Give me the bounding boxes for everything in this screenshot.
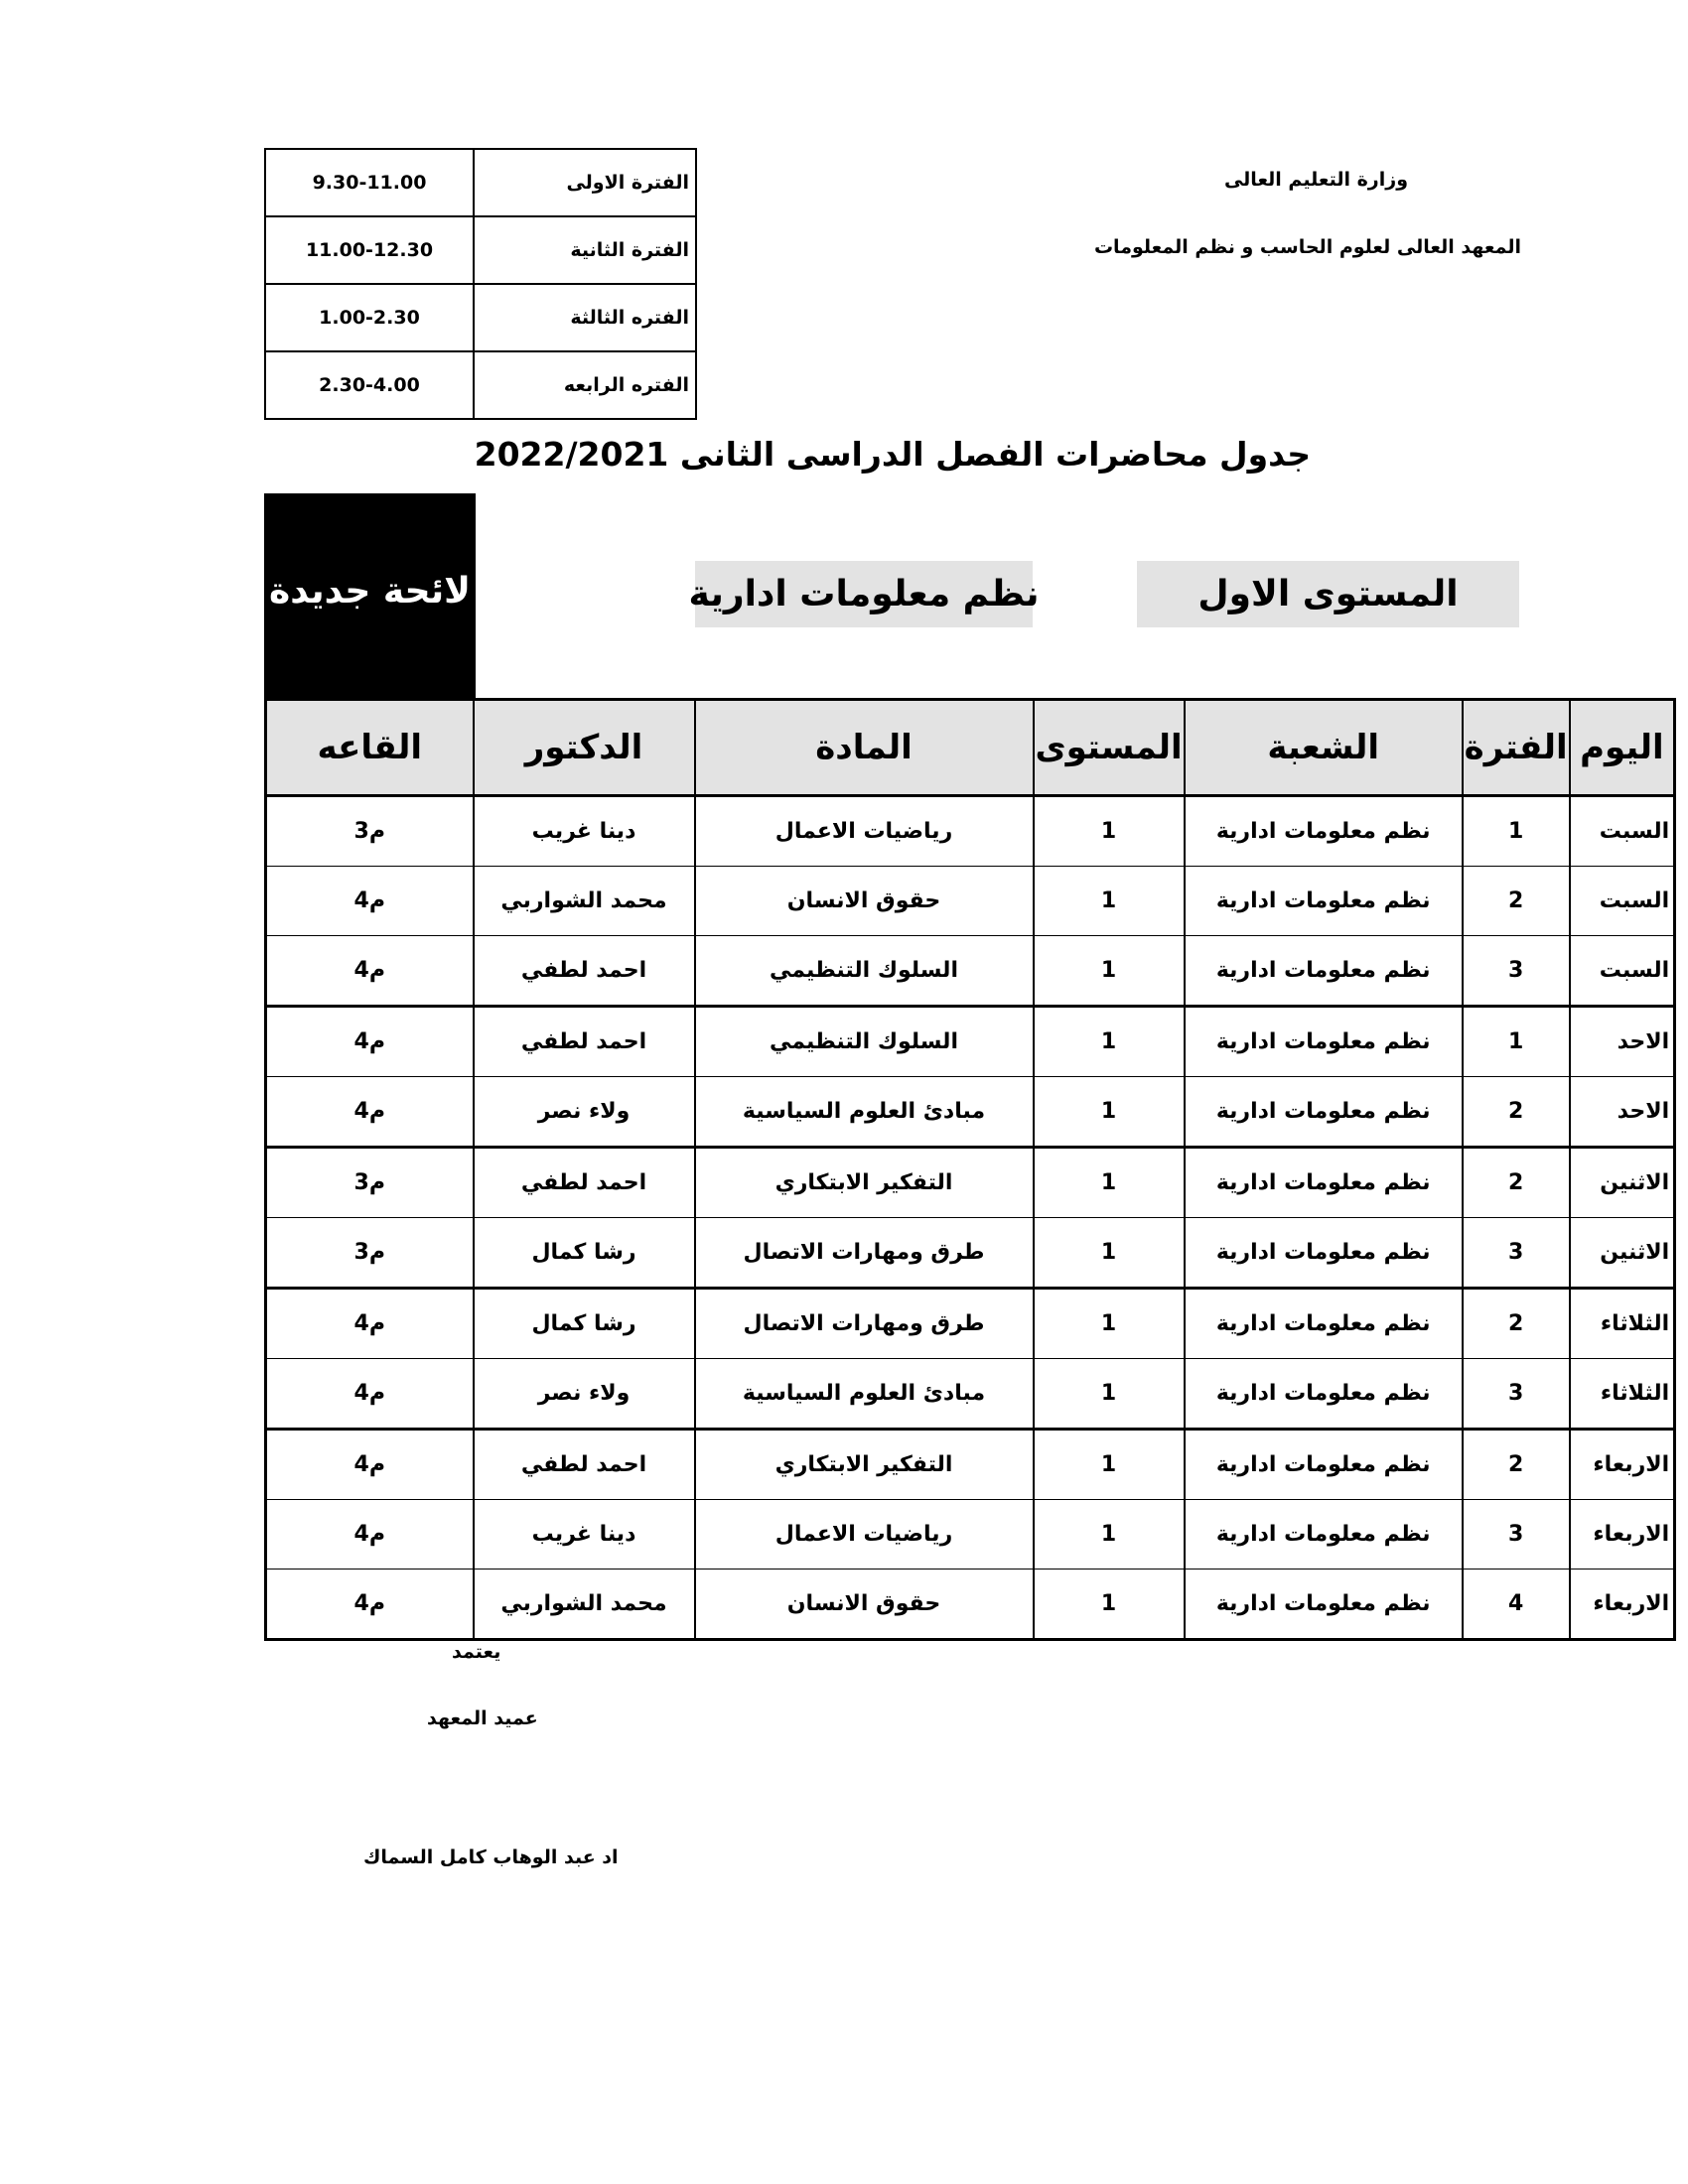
cell-day: الاربعاء <box>1570 1570 1675 1640</box>
period-name: الفتره الرابعه <box>474 351 696 419</box>
cell-section: نظم معلومات ادارية <box>1185 1359 1463 1430</box>
cell-period: 3 <box>1463 936 1570 1007</box>
cell-hall: م4 <box>266 1077 474 1148</box>
cell-doctor: محمد الشواربي <box>474 1570 695 1640</box>
cell-period: 1 <box>1463 796 1570 867</box>
cell-day: الاثنين <box>1570 1218 1675 1289</box>
header-level: المستوى <box>1034 700 1185 796</box>
cell-subject: السلوك التنظيمي <box>695 936 1034 1007</box>
table-row <box>266 1218 1675 1289</box>
cell-doctor: احمد لطفي <box>474 1430 695 1500</box>
cell-doctor: احمد لطفي <box>474 1148 695 1218</box>
cell-subject: التفكير الابتكاري <box>695 1148 1034 1218</box>
regulation-label: لائحة جديدة <box>269 571 471 612</box>
cell-section: نظم معلومات ادارية <box>1185 1007 1463 1077</box>
ministry-name: وزارة التعليم العالى <box>1223 169 1408 191</box>
cell-subject: حقوق الانسان <box>695 867 1034 936</box>
cell-hall: م4 <box>266 1430 474 1500</box>
page-title: جدول محاضرات الفصل الدراسى الثانى 2022/2021 <box>474 435 1311 474</box>
table-row <box>266 1500 1675 1570</box>
cell-day: الثلاثاء <box>1570 1359 1675 1430</box>
cell-level: 1 <box>1034 1077 1185 1148</box>
period-time: 11.00-12.30 <box>265 216 474 284</box>
cell-level: 1 <box>1034 1570 1185 1640</box>
table-row <box>266 1359 1675 1430</box>
table-row <box>266 1570 1675 1640</box>
cell-level: 1 <box>1034 1359 1185 1430</box>
cell-section: نظم معلومات ادارية <box>1185 1077 1463 1148</box>
cell-hall: م4 <box>266 936 474 1007</box>
cell-doctor: ولاء نصر <box>474 1359 695 1430</box>
cell-doctor: ولاء نصر <box>474 1077 695 1148</box>
cell-level: 1 <box>1034 1430 1185 1500</box>
cell-hall: م3 <box>266 1148 474 1218</box>
period-name: الفترة الثانية <box>474 216 696 284</box>
cell-day: الاحد <box>1570 1007 1675 1077</box>
cell-period: 2 <box>1463 1077 1570 1148</box>
cell-day: الاثنين <box>1570 1148 1675 1218</box>
cell-day: الاربعاء <box>1570 1500 1675 1570</box>
cell-subject: التفكير الابتكاري <box>695 1430 1034 1500</box>
cell-day: الاربعاء <box>1570 1430 1675 1500</box>
table-row <box>266 796 1675 867</box>
period-name: الفتره الثالثة <box>474 284 696 351</box>
cell-period: 3 <box>1463 1359 1570 1430</box>
cell-hall: م4 <box>266 1500 474 1570</box>
table-row <box>266 1148 1675 1218</box>
cell-level: 1 <box>1034 1218 1185 1289</box>
schedule-table <box>264 698 1676 1641</box>
cell-doctor: رشا كمال <box>474 1218 695 1289</box>
cell-level: 1 <box>1034 936 1185 1007</box>
header-hall: القاعه <box>266 700 474 796</box>
header-subject: المادة <box>695 700 1034 796</box>
cell-subject: مبادئ العلوم السياسية <box>695 1077 1034 1148</box>
dean-title: عميد المعهد <box>427 1707 538 1729</box>
dean-name: اد عبد الوهاب كامل السماك <box>363 1846 619 1868</box>
cell-level: 1 <box>1034 1007 1185 1077</box>
cell-level: 1 <box>1034 1289 1185 1359</box>
cell-doctor: رشا كمال <box>474 1289 695 1359</box>
cell-doctor: دينا غريب <box>474 1500 695 1570</box>
header-section: الشعبة <box>1185 700 1463 796</box>
cell-hall: م3 <box>266 796 474 867</box>
cell-section: نظم معلومات ادارية <box>1185 1570 1463 1640</box>
cell-subject: رياضيات الاعمال <box>695 796 1034 867</box>
cell-subject: طرق ومهارات الاتصال <box>695 1289 1034 1359</box>
table-row <box>266 1430 1675 1500</box>
cell-section: نظم معلومات ادارية <box>1185 1148 1463 1218</box>
header-period: الفترة <box>1463 700 1570 796</box>
cell-period: 3 <box>1463 1500 1570 1570</box>
period-row <box>265 284 696 351</box>
approval-label: يعتمد <box>452 1641 501 1663</box>
cell-level: 1 <box>1034 1500 1185 1570</box>
cell-period: 2 <box>1463 1289 1570 1359</box>
cell-section: نظم معلومات ادارية <box>1185 1289 1463 1359</box>
cell-level: 1 <box>1034 1148 1185 1218</box>
header-day: اليوم <box>1570 700 1675 796</box>
cell-subject: رياضيات الاعمال <box>695 1500 1034 1570</box>
period-name: الفترة الاولى <box>474 149 696 216</box>
cell-period: 2 <box>1463 1430 1570 1500</box>
cell-level: 1 <box>1034 796 1185 867</box>
level-label: المستوى الاول <box>1137 561 1519 627</box>
cell-subject: طرق ومهارات الاتصال <box>695 1218 1034 1289</box>
cell-hall: م4 <box>266 1007 474 1077</box>
period-time: 1.00-2.30 <box>265 284 474 351</box>
cell-day: السبت <box>1570 796 1675 867</box>
cell-hall: م3 <box>266 1218 474 1289</box>
cell-period: 2 <box>1463 867 1570 936</box>
cell-hall: م4 <box>266 1289 474 1359</box>
cell-hall: م4 <box>266 867 474 936</box>
table-row <box>266 936 1675 1007</box>
cell-doctor: محمد الشواربي <box>474 867 695 936</box>
cell-level: 1 <box>1034 867 1185 936</box>
cell-hall: م4 <box>266 1359 474 1430</box>
period-row <box>265 351 696 419</box>
cell-day: الثلاثاء <box>1570 1289 1675 1359</box>
cell-section: نظم معلومات ادارية <box>1185 1500 1463 1570</box>
cell-section: نظم معلومات ادارية <box>1185 867 1463 936</box>
period-row <box>265 216 696 284</box>
cell-day: الاحد <box>1570 1077 1675 1148</box>
cell-subject: مبادئ العلوم السياسية <box>695 1359 1034 1430</box>
cell-subject: السلوك التنظيمي <box>695 1007 1034 1077</box>
institute-name: المعهد العالى لعلوم الحاسب و نظم المعلومات <box>1093 236 1521 258</box>
period-row <box>265 149 696 216</box>
table-row <box>266 867 1675 936</box>
cell-period: 4 <box>1463 1570 1570 1640</box>
cell-section: نظم معلومات ادارية <box>1185 1218 1463 1289</box>
cell-doctor: دينا غريب <box>474 796 695 867</box>
table-row <box>266 1077 1675 1148</box>
cell-section: نظم معلومات ادارية <box>1185 796 1463 867</box>
header-doctor: الدكتور <box>474 700 695 796</box>
cell-day: السبت <box>1570 936 1675 1007</box>
cell-section: نظم معلومات ادارية <box>1185 1430 1463 1500</box>
cell-section: نظم معلومات ادارية <box>1185 936 1463 1007</box>
table-row <box>266 1007 1675 1077</box>
periods-table <box>264 148 697 420</box>
cell-subject: حقوق الانسان <box>695 1570 1034 1640</box>
cell-period: 2 <box>1463 1148 1570 1218</box>
cell-period: 3 <box>1463 1218 1570 1289</box>
cell-doctor: احمد لطفي <box>474 1007 695 1077</box>
cell-hall: م4 <box>266 1570 474 1640</box>
period-time: 9.30-11.00 <box>265 149 474 216</box>
department-label: نظم معلومات ادارية <box>695 561 1033 627</box>
regulation-block <box>264 493 476 702</box>
cell-period: 1 <box>1463 1007 1570 1077</box>
cell-doctor: احمد لطفي <box>474 936 695 1007</box>
header-row <box>266 700 1675 796</box>
period-time: 2.30-4.00 <box>265 351 474 419</box>
table-row <box>266 1289 1675 1359</box>
cell-day: السبت <box>1570 867 1675 936</box>
